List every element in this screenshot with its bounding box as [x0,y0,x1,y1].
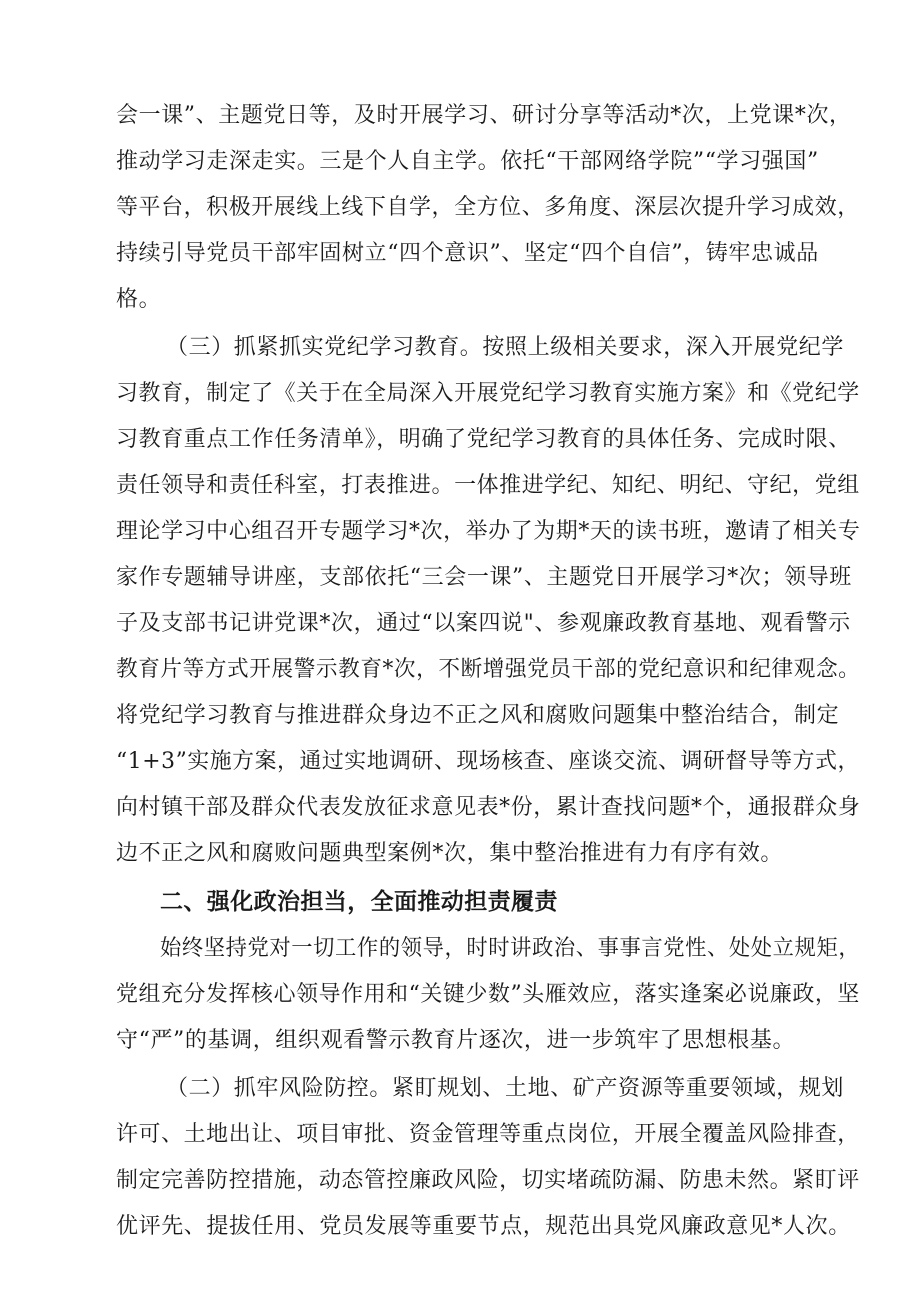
paragraph-line: 守“严”的基调，组织观看警示教育片逐次，进一步筑牢了思想根基。 [116,1028,796,1053]
paragraph-line: 向村镇干部及群众代表发放征求意见表*份，累计查找问题*个，通报群众身 [116,795,861,820]
paragraph-line: 责任领导和责任科室，打表推进。一体推进学纪、知纪、明纪、守纪，党组 [116,473,860,498]
paragraph-line: 制定完善防控措施，动态管控廉政风险，切实堵疏防漏、防患未然。紧盯评 [116,1168,860,1193]
section-heading: 二、强化政治担当，全面推动担责履责 [160,889,558,915]
paragraph-line: 党组充分发挥核心领导作用和“关键少数”头雁效应，落实逢案必说廉政，坚 [116,982,860,1007]
paragraph-line: 始终坚持党对一切工作的领导，时时讲政治、事事言党性、处处立规矩， [160,936,861,961]
paragraph-line: 教育片等方式开展警示教育*次，不断增强党员干部的党纪意识和纪律观念。 [116,657,861,682]
paragraph-line: 许可、土地出让、项目审批、资金管理等重点岗位，开展全覆盖风险排查， [116,1122,860,1147]
paragraph-line: 边不正之风和腐败问题典型案例*次，集中整治推进有力有序有效。 [116,841,784,866]
paragraph-line: 推动学习走深走实。三是个人自主学。依托“干部网络学院”“学习强国” [116,149,819,174]
paragraph-line: 会一课”、主题党日等，及时开展学习、研讨分享等活动*次，上党课*次， [116,103,852,128]
paragraph-line: 将党纪学习教育与推进群众身边不正之风和腐败问题集中整治结合，制定 [116,703,840,728]
paragraph-line: 子及支部书记讲党课*次，通过“以案四说"、参观廉政教育基地、观看警示 [116,611,851,636]
paragraph-line: 格。 [116,287,162,312]
paragraph-line: 等平台，积极开展线上线下自学，全方位、多角度、深层次提升学习成效， [116,195,860,220]
paragraph-line: 优评先、提拔任用、党员发展等重要节点，规范出具党风廉政意见*人次。 [116,1214,851,1239]
paragraph-line: 家作专题辅导讲座，支部依托“三会一课”、主题党日开展学习*次；领导班 [116,565,852,590]
paragraph-line: 习教育，制定了《关于在全局深入开展党纪学习教育实施方案》和《党纪学 [116,381,860,406]
paragraph-line: “1+3”实施方案，通过实地调研、现场核查、座谈交流、调研督导等方式， [116,749,860,774]
paragraph-line: （二）抓牢风险防控。紧盯规划、土地、矿产资源等重要领域，规划 [166,1076,845,1101]
paragraph-line: 理论学习中心组召开专题学习*次，举办了为期*天的读书班，邀请了相关专 [116,519,861,544]
paragraph-line: 习教育重点工作任务清单》，明确了党纪学习教育的具体任务、完成时限、 [116,427,851,452]
paragraph-line: 持续引导党员干部牢固树立“四个意识”、坚定“四个自信”，铸牢忠诚品 [116,241,819,266]
paragraph-line: （三）抓紧抓实党纪学习教育。按照上级相关要求，深入开展党纪学 [166,335,845,360]
